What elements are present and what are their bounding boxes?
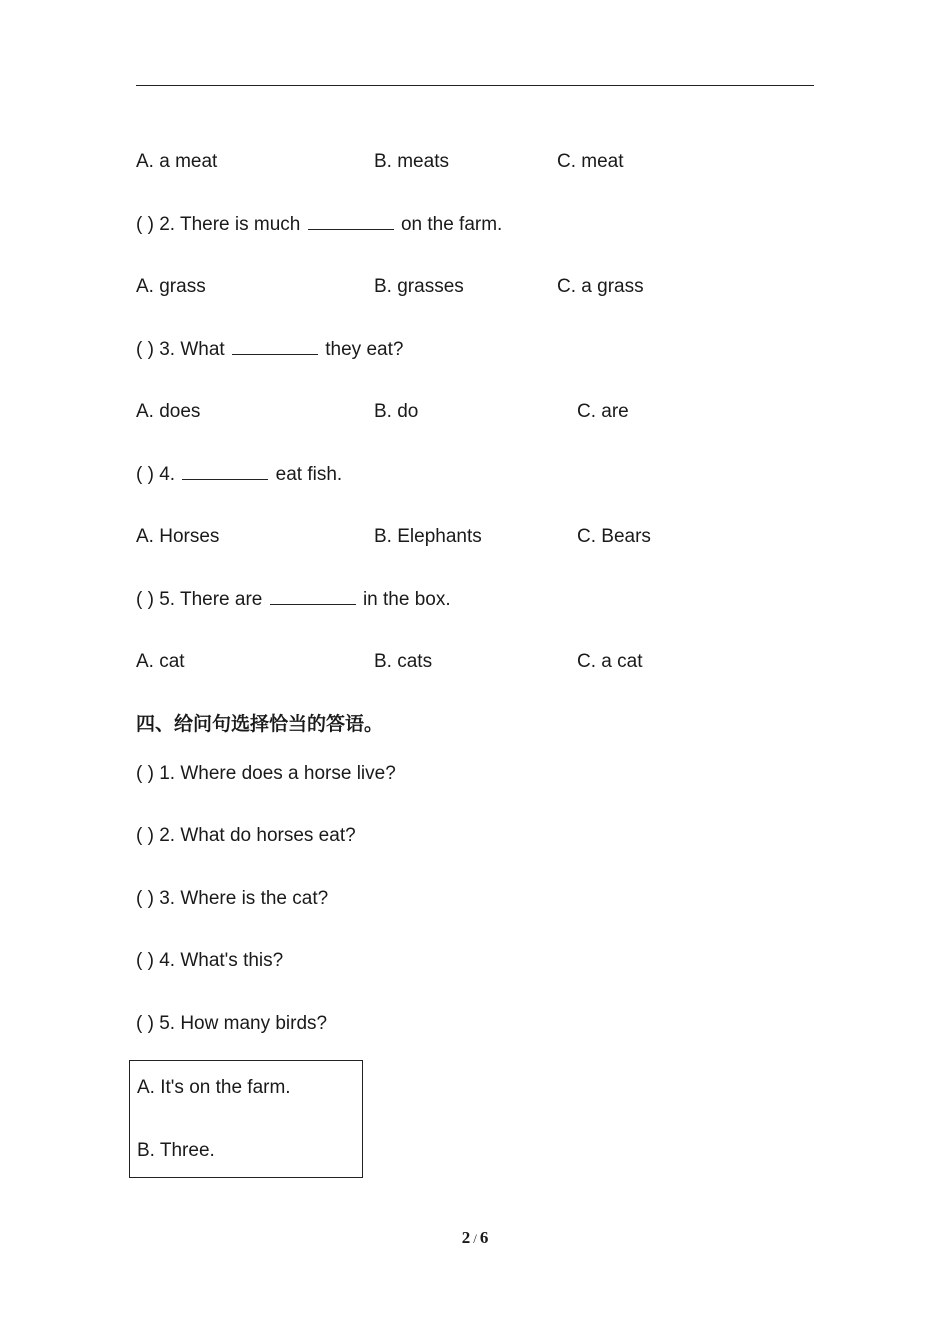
question-5 <box>136 587 451 612</box>
section-4-title: 四、给问句选择恰当的答语。 <box>136 713 384 735</box>
question-2-suffix: on the farm. <box>400 214 503 235</box>
question-2-blank[interactable] <box>308 212 394 230</box>
question-3 <box>136 337 403 362</box>
section-4-question-4: ( ) 4. What's this? <box>136 950 284 971</box>
question-3-prefix: ( ) 3. What <box>136 339 225 360</box>
q2-option-c: C. a grass <box>557 276 644 297</box>
question-5-blank[interactable] <box>270 587 356 605</box>
question-4-suffix: eat fish. <box>275 464 343 485</box>
q5-option-b: B. cats <box>374 651 433 672</box>
question-3-blank[interactable] <box>232 337 318 355</box>
q1-option-b: B. meats <box>374 151 449 172</box>
section-4-question-3: ( ) 3. Where is the cat? <box>136 888 329 909</box>
question-5-prefix: ( ) 5. There are <box>136 589 263 610</box>
q1-option-a: A. a meat <box>136 151 218 172</box>
question-5-suffix: in the box. <box>362 589 451 610</box>
q5-option-c: C. a cat <box>577 651 643 672</box>
question-4-blank[interactable] <box>182 462 268 480</box>
q4-option-b: B. Elephants <box>374 526 482 547</box>
q3-option-c: C. are <box>577 401 629 422</box>
q1-option-c: C. meat <box>557 151 624 172</box>
page-current: 2 <box>461 1228 471 1247</box>
header-rule <box>136 85 814 86</box>
q4-option-a: A. Horses <box>136 526 220 547</box>
answer-box <box>129 1060 363 1178</box>
question-2 <box>136 212 502 237</box>
section-4-question-2: ( ) 2. What do horses eat? <box>136 825 356 846</box>
page-total: 6 <box>479 1228 489 1247</box>
q2-option-b: B. grasses <box>374 276 464 297</box>
question-4-prefix: ( ) 4. <box>136 464 176 485</box>
section-4-question-1: ( ) 1. Where does a horse live? <box>136 763 396 784</box>
question-4 <box>136 462 342 487</box>
q5-option-a: A. cat <box>136 651 185 672</box>
page-number <box>0 1228 950 1248</box>
q3-option-b: B. do <box>374 401 419 422</box>
question-2-prefix: ( ) 2. There is much <box>136 214 301 235</box>
page-separator: / <box>473 1231 477 1246</box>
answer-b: B. Three. <box>137 1140 215 1161</box>
q2-option-a: A. grass <box>136 276 206 297</box>
question-3-suffix: they eat? <box>325 339 404 360</box>
q4-option-c: C. Bears <box>577 526 651 547</box>
answer-a: A. It's on the farm. <box>137 1077 291 1098</box>
q3-option-a: A. does <box>136 401 201 422</box>
section-4-question-5: ( ) 5. How many birds? <box>136 1013 328 1034</box>
